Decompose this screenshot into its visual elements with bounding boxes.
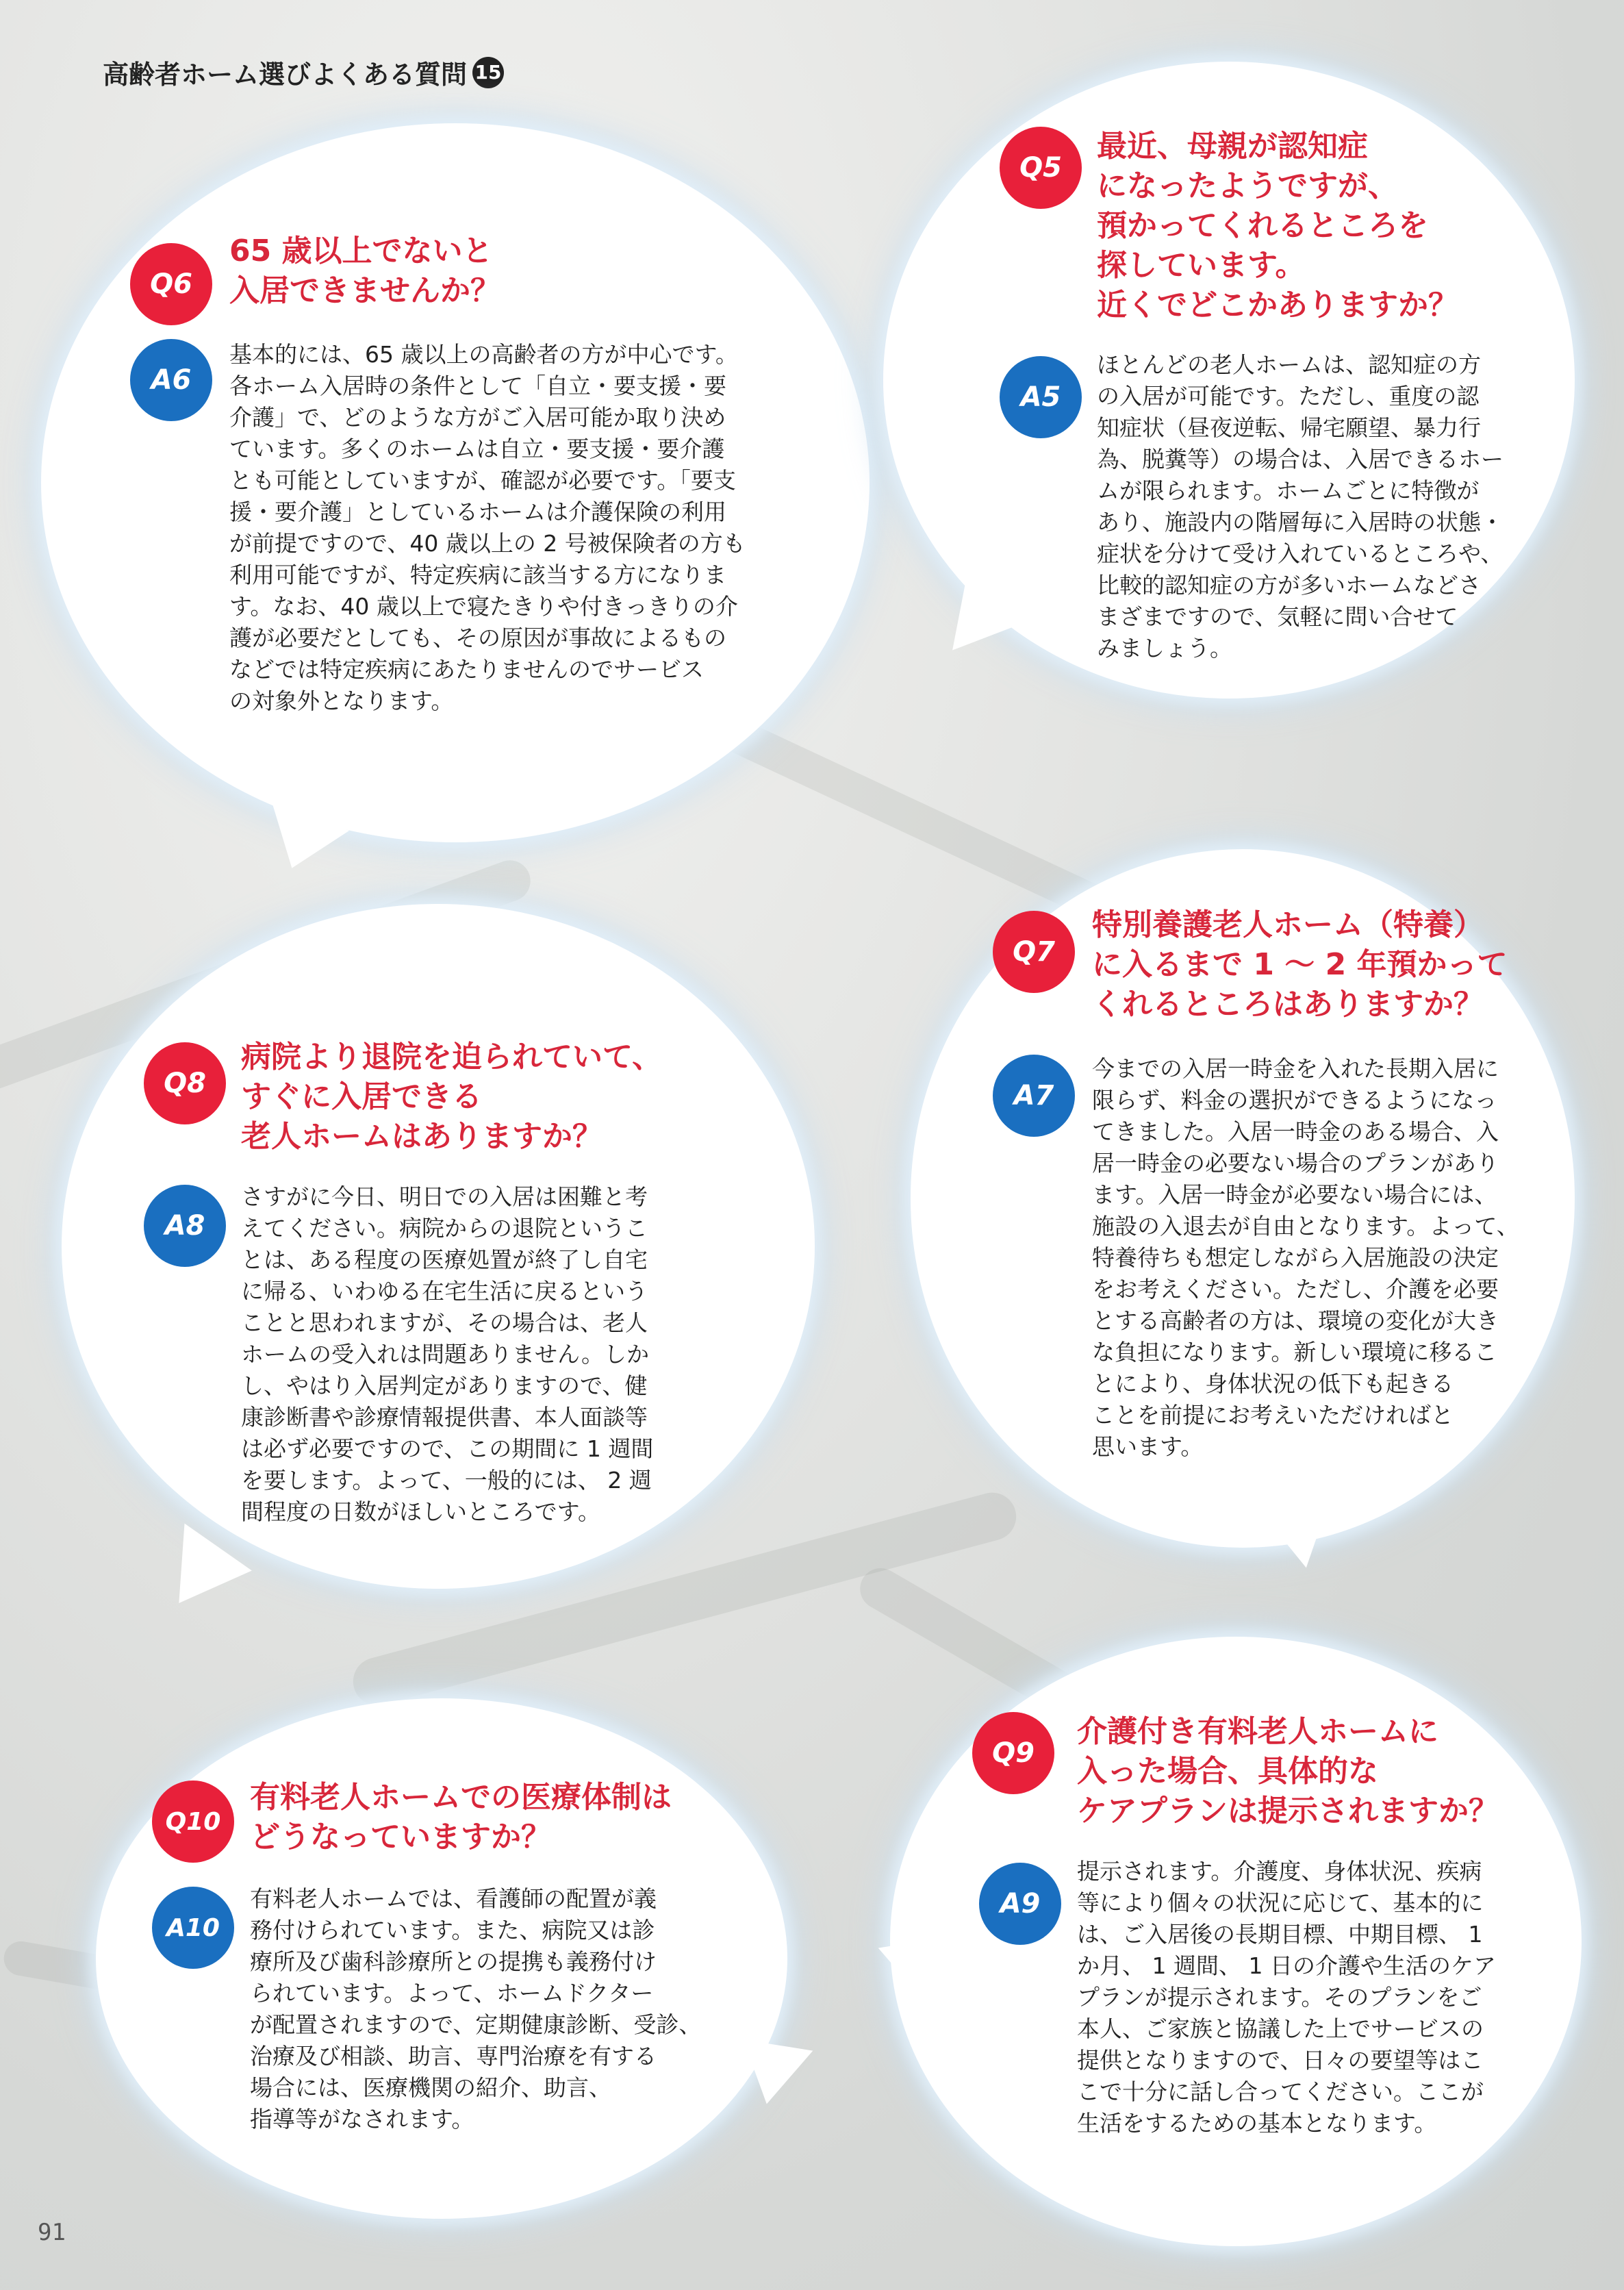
bubble-tail xyxy=(1262,1501,1340,1574)
a9-badge: A9 xyxy=(979,1863,1061,1945)
q9-question: 介護付き有料老人ホームに 入った場合、具体的な ケアプランは提示されますか？ xyxy=(1077,1714,1499,1828)
q6-question: 65 歳以上でないと 入居できませんか？ xyxy=(229,234,500,308)
q10-question: 有料老人ホームでの医療体制は どうなっていますか？ xyxy=(250,1780,672,1854)
a6-badge: A6 xyxy=(130,339,212,421)
q7-badge: Q7 xyxy=(993,911,1075,993)
a10-badge: A10 xyxy=(152,1887,234,1969)
a7-answer: 今までの入居一時金を入れた長期入居に 限らず、料金の選択ができるようになっ てきました。入居一時金のある場合、入 居一時金の必要ない場合のプランがあり ます。入居一時金が必要ない場合には、 施設の入退去が自由となります。よって、 特養待ちも想定しながら入居施設の決定 をお考えください。ただし、介護を必要 とする高齢者の方は、環境の変化が大き な負担になります。新しい環境に移るこ とにより、身体状況の低下も起きる ことを前提にお考えいただければと 思います。 xyxy=(1092,1055,1519,1460)
q5-badge: Q5 xyxy=(1000,127,1082,209)
bubble-tail xyxy=(145,1524,252,1627)
a10-answer: 有料老人ホームでは、看護師の配置が義 務付けられています。また、病院又は診 療所及び歯科診療所との提携も義務付け られています。よって、ホームドクター が配置されますので、定期健康診断、受診、 治療及び相談、助言、専門治療を有する 場合には、医療機関の紹介、助言、 指導等がなされます。 xyxy=(250,1885,702,2132)
a7-badge: A7 xyxy=(993,1055,1075,1137)
a5-badge: A5 xyxy=(1000,356,1082,438)
q9-badge: Q9 xyxy=(972,1712,1054,1794)
a8-badge: A8 xyxy=(144,1185,226,1267)
header-number-badge: 15 xyxy=(472,57,504,88)
page-header xyxy=(103,53,504,91)
a8-answer: さすがに今日、明日での入居は困難と考 えてください。病院からの退院というこ とは、ある程度の医療処置が終了し自宅 に帰る、いわゆる在宅生活に戻るという ことと思われますが、その場合は、老人 ホームの受入れは問題ありません。しか し、やはり入居判定がありますので、健 康診断書や診療情報提供書、本人面談等 は必ず必要ですので、この期間に 1 週間 を要します。よって、一般的には、 2 週 間程度の日数がほしいところです。 xyxy=(241,1183,654,1525)
q8-question: 病院より退院を迫られていて、 すぐに入居できる 老人ホームはありますか？ xyxy=(241,1040,663,1154)
a5-answer: ほとんどの老人ホームは、認知症の方 の入居が可能です。ただし、重度の認 知症状（昼夜逆転、帰宅願望、暴力行 為、脱糞等）の場合は、入居できるホー ムが限られます。ホームごとに特徴が あり、施設内の階層毎に入居時の状態・ 症状を分けて受け入れているところや、 比較的認知症の方が多いホームなどさ まざまですので、気軽に問い合せて みましょう。 xyxy=(1097,351,1504,662)
page-number: 91 xyxy=(38,2219,66,2246)
a6-answer: 基本的には、65 歳以上の高齢者の方が中心です。 各ホーム入居時の条件として「自立・要支援・要 介護」で、どのような方がご入居可能か取り決め ています。多くのホームは自立・要支援・要介護 とも可能としていますが、確認が必要です。「要支 援・要介護」としているホームは介護保険の利用 が前提ですので、40 歳以上の 2 号被保険者の方も 利用可能ですが、特定疾病に該当する方になりま す。なお、40 歳以上で寝たきりや付きっきりの介 護が必要だとしても、その原因が事故によるもの などでは特定疾病にあたりませんのでサービス の対象外となります。 xyxy=(229,341,746,714)
q10-badge: Q10 xyxy=(152,1781,234,1863)
header-title: 高齢者ホーム選びよくある質問 xyxy=(103,60,468,90)
q6-badge: Q6 xyxy=(130,243,212,325)
a9-answer: 提示されます。介護度、身体状況、疾病 等により個々の状況に応じて、基本的に は、ご入居後の長期目標、中期目標、 1 か月、 1 週間、 1 日の介護や生活のケア プランが提示されます。そのプランをご 本人、ご家族と協議した上でサービスの 提供となりますので、日々の要望等はこ こで十分に話し合ってください。ここが 生活をするための基本となります。 xyxy=(1077,1858,1496,2137)
q7-question: 特別養護老人ホーム（特養） に入るまで 1 ～ 2 年預かって くれるところはありますか？ xyxy=(1092,907,1508,1022)
q8-badge: Q8 xyxy=(144,1042,226,1124)
q5-question: 最近、母親が認知症 になったようですが、 預かってくれるところを 探しています。 近くでどこかありますか？ xyxy=(1097,129,1458,323)
